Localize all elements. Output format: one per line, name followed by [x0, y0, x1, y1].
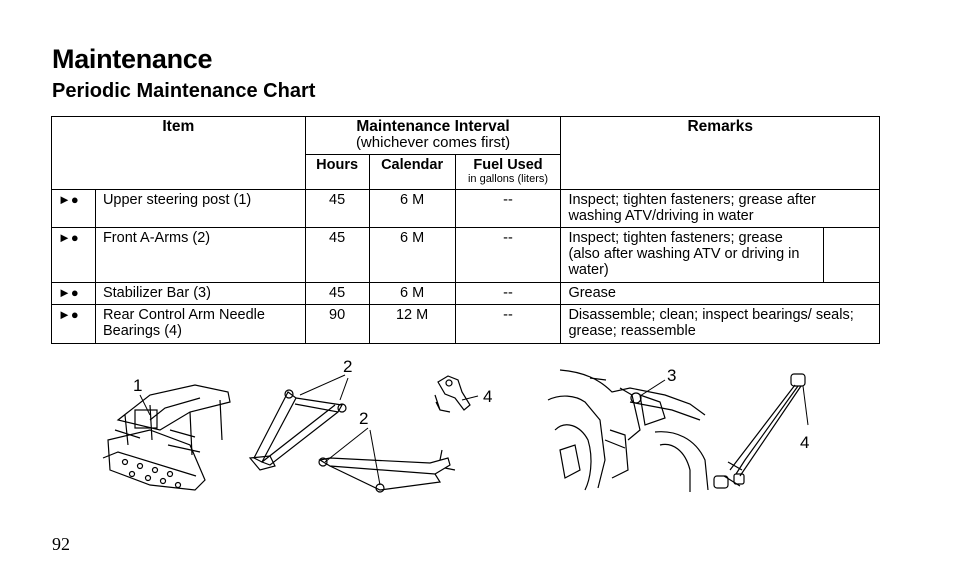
callout-4b: 4 — [800, 433, 810, 452]
row-fuel: -- — [455, 283, 561, 305]
row-hours: 45 — [305, 190, 369, 228]
row-calendar: 12 M — [369, 305, 455, 344]
control-arm-illustration — [714, 374, 809, 488]
page-title: Maintenance — [52, 44, 213, 74]
header-item: Item — [52, 117, 306, 190]
row-hours: 45 — [305, 283, 369, 305]
header-hours: Hours — [305, 155, 369, 190]
callout-3: 3 — [667, 366, 677, 385]
header-interval-note: (whichever comes first) — [355, 134, 511, 151]
row-marker-icon: ►● — [52, 228, 96, 283]
header-calendar: Calendar — [369, 155, 455, 190]
row-hours: 45 — [305, 228, 369, 283]
row-calendar: 6 M — [369, 283, 455, 305]
row-remarks: Inspect; tighten fasteners; grease after washing ATV/driving in water — [561, 190, 880, 228]
row-marker-icon: ►● — [52, 305, 96, 344]
row-remarks: Disassemble; clean; inspect bearings/ seals; grease; reassemble — [561, 305, 880, 344]
row-item: Front A-Arms (2) — [95, 228, 305, 283]
steering-post-illustration — [103, 376, 230, 490]
row-marker-icon: ►● — [52, 283, 96, 305]
callout-2a: 2 — [343, 357, 353, 376]
row-remarks: Grease — [561, 283, 880, 305]
row-calendar: 6 M — [369, 228, 455, 283]
bearing-illustration — [435, 376, 492, 412]
row-marker-icon: ►● — [52, 190, 96, 228]
section-title: Periodic Maintenance Chart — [52, 80, 316, 102]
row-hours: 90 — [305, 305, 369, 344]
a-arms-illustration — [250, 357, 455, 492]
row-calendar: 6 M — [369, 190, 455, 228]
row-fuel: -- — [455, 228, 561, 283]
callout-4a: 4 — [483, 387, 493, 406]
row-fuel: -- — [455, 305, 561, 344]
callout-1: 1 — [133, 376, 143, 395]
header-fuel-label: Fuel Used — [473, 157, 543, 173]
row-item: Stabilizer Bar (3) — [95, 283, 305, 305]
row-item: Upper steering post (1) — [95, 190, 305, 228]
row-item: Rear Control Arm Needle Bearings (4) — [95, 305, 305, 344]
header-fuel-units: in gallons (liters) — [467, 173, 549, 185]
header-remarks: Remarks — [561, 117, 880, 190]
stabilizer-bar-illustration — [548, 366, 708, 492]
callout-2b: 2 — [359, 409, 369, 428]
row-fuel: -- — [455, 190, 561, 228]
header-interval-title: Maintenance Interval — [356, 118, 510, 135]
row-remarks: Inspect; tighten fasteners; grease (also after washing ATV or driving in water) — [561, 228, 824, 283]
page-number: 92 — [52, 534, 70, 554]
